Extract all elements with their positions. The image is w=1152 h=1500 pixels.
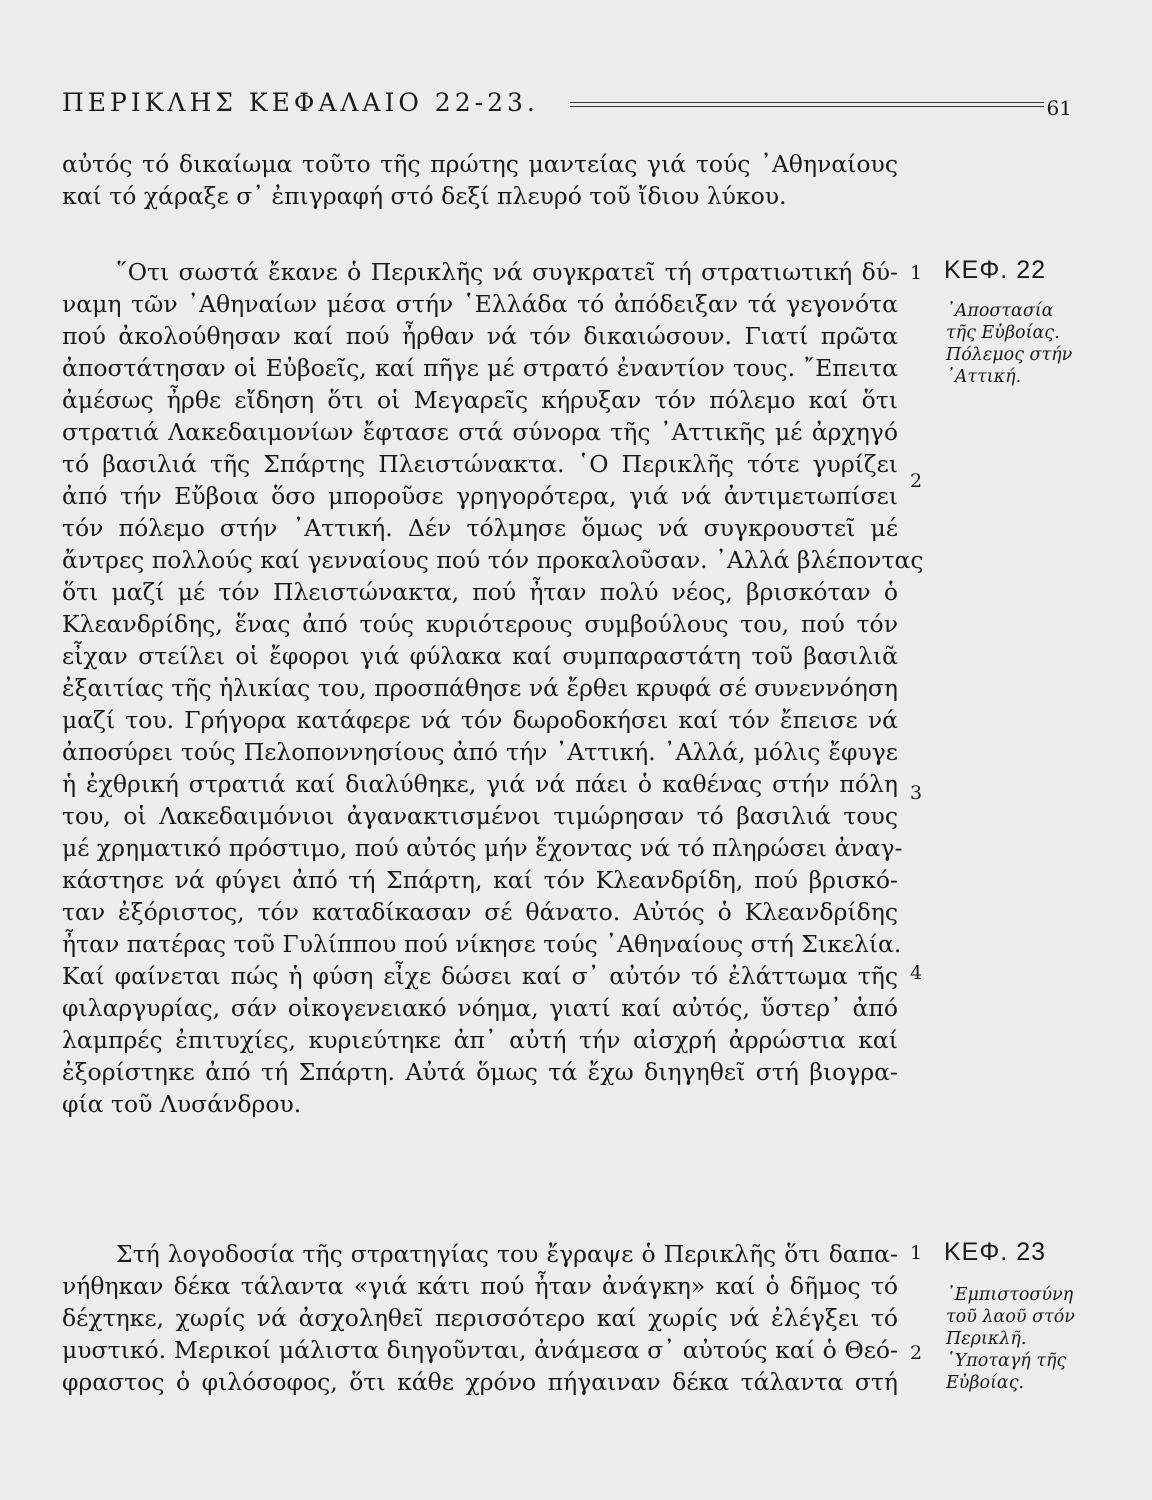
- page-number: 61: [1046, 96, 1072, 120]
- text-line: νήθηκαν δέκα τάλαντα «γιά κάτι πού ἦταν ἀνάγκη» καί ὁ δῆμος τό: [62, 1272, 898, 1300]
- text-line: αὐτός τό δικαίωμα τοῦτο τῆς πρώτης μαντείας γιά τούς ᾿Αθηναίους: [62, 150, 898, 178]
- text-line: ῞Οτι σωστά ἔκανε ὁ Περικλῆς νά συγκρατεῖ τή στρατιωτική δύ-: [116, 258, 898, 286]
- summary-line: τοῦ λαοῦ στόν: [946, 1307, 1075, 1327]
- margin-section-number: 2: [910, 470, 923, 492]
- text-line: τό βασιλιά τῆς Σπάρτης Πλειστώνακτα. ῾Ο Περικλῆς τότε γυρίζει: [62, 450, 898, 478]
- paragraph-1: [62, 148, 898, 212]
- margin-section-number: 1: [910, 262, 923, 284]
- text-line: Καί φαίνεται πώς ἡ φύση εἶχε δώσει καί σ᾿ αὐτόν τό ἐλάττωμα τῆς: [62, 962, 898, 990]
- summary-line: Πόλεμος στήν: [946, 345, 1073, 365]
- summary-line: ᾿Αποστασία: [946, 301, 1054, 321]
- margin-section-number: 1: [910, 1242, 923, 1264]
- text-line: μέ χρηματικό πρόστιμο, πού αὐτός μήν ἔχοντας νά τό πληρώσει ἀναγ-: [62, 834, 903, 862]
- text-line: ἀποσύρει τούς Πελοποννησίους ἀπό τήν ᾿Αττική. ᾿Αλλά, μόλις ἔφυγε: [62, 738, 898, 766]
- text-line: δέχτηκε, χωρίς νά ἀσχοληθεῖ περισσότερο καί χωρίς νά ἐλέγξει τό: [62, 1304, 898, 1332]
- running-title: ΠΕΡΙΚΛΗΣ ΚΕΦΑΛΑΙΟ 22-23.: [62, 88, 539, 117]
- text-line: ἐξαιτίας τῆς ἡλικίας του, προσπάθησε νά ἔρθει κρυφά σέ συνεννόηση: [62, 674, 898, 702]
- chapter-22-heading: ΚΕΦ. 22: [944, 256, 1046, 284]
- text-line: Κλεανδρίδης, ἕνας ἀπό τούς κυριότερους συμβούλους του, πού τόν: [62, 610, 898, 638]
- text-line: ἄντρες πολλούς καί γενναίους πού τόν προκαλοῦσαν. ᾿Αλλά βλέποντας: [62, 546, 924, 574]
- text-line: Στή λογοδοσία τῆς στρατηγίας του ἔγραψε ὁ Περικλῆς ὅτι δαπα-: [116, 1240, 898, 1268]
- header-double-rule: [570, 102, 1044, 107]
- text-line: μυστικό. Μερικοί μάλιστα διηγοῦνται, ἀνάμεσα σ᾿ αὐτούς καί ὁ Θεό-: [62, 1336, 898, 1364]
- margin-section-number: 4: [910, 962, 923, 984]
- summary-line: Περικλῆ.: [946, 1329, 1027, 1349]
- paragraph-3: [62, 1238, 898, 1398]
- text-line: ἐξορίστηκε ἀπό τή Σπάρτη. Αὐτά ὅμως τά ἔχω διηγηθεῖ στή βιογρα-: [62, 1058, 898, 1086]
- summary-line: ᾿Αττική.: [946, 367, 1022, 387]
- text-line: ἀμέσως ἦρθε εἴδηση ὅτι οἱ Μεγαρεῖς κήρυξαν τόν πόλεμο καί ὅτι: [62, 386, 898, 414]
- text-line: φραστος ὁ φιλόσοφος, ὅτι κάθε χρόνο πήγαιναν δέκα τάλαντα στή: [62, 1368, 898, 1396]
- text-line: φιλαργυρίας, σάν οἰκογενειακό νόημα, γιατί καί αὐτός, ὕστερ᾿ ἀπό: [62, 994, 898, 1022]
- running-header: [62, 88, 1072, 128]
- text-line: τόν πόλεμο στήν ᾿Αττική. Δέν τόλμησε ὅμως νά συγκρουστεῖ μέ: [62, 514, 898, 542]
- summary-line: ῾Υποταγή τῆς: [946, 1351, 1067, 1371]
- chapter-22-summary: [946, 300, 1106, 388]
- text-line: ναμη τῶν ᾿Αθηναίων μέσα στήν ῾Ελλάδα τό ἀπόδειξαν τά γεγονότα: [62, 290, 898, 318]
- text-line: στρατιά Λακεδαιμονίων ἔφτασε στά σύνορα τῆς ᾿Αττικῆς μέ ἀρχηγό: [62, 418, 898, 446]
- text-line: ἀποστάτησαν οἱ Εὐβοεῖς, καί πῆγε μέ στρατό ἐναντίον τους. ῎Επειτα: [62, 354, 898, 382]
- margin-section-number: 2: [910, 1342, 923, 1364]
- text-line: ταν ἐξόριστος, τόν καταδίκασαν σέ θάνατο. Αὐτός ὁ Κλεανδρίδης: [62, 898, 898, 926]
- text-line: ἡ ἐχθρική στρατιά καί διαλύθηκε, γιά νά πάει ὁ καθένας στήν πόλη: [62, 770, 898, 798]
- text-line: εἶχαν στείλει οἱ ἔφοροι γιά φύλακα καί συμπαραστάτη τοῦ βασιλιᾶ: [62, 642, 898, 670]
- text-line: ὅτι μαζί μέ τόν Πλειστώνακτα, πού ἦταν πολύ νέος, βρισκόταν ὁ: [62, 578, 898, 606]
- margin-section-number: 3: [910, 782, 923, 804]
- text-line: μαζί του. Γρήγορα κατάφερε νά τόν δωροδοκήσει καί τόν ἔπεισε νά: [62, 706, 898, 734]
- text-line: ἦταν πατέρας τοῦ Γυλίππου πού νίκησε τούς ᾿Αθηναίους στή Σικελία.: [62, 930, 902, 958]
- chapter-23-heading: ΚΕΦ. 23: [944, 1238, 1046, 1266]
- text-line: πού ἀκολούθησαν καί πού ἦρθαν νά τόν δικαιώσουν. Γιατί πρῶτα: [62, 322, 898, 350]
- paragraph-2: [62, 256, 924, 1120]
- text-line: κάστησε νά φύγει ἀπό τή Σπάρτη, καί τόν Κλεανδρίδη, πού βρισκό-: [62, 866, 898, 894]
- chapter-23-summary: [946, 1284, 1106, 1394]
- summary-line: ᾿Εμπιστοσύνη: [946, 1285, 1074, 1305]
- text-line: λαμπρές ἐπιτυχίες, κυριεύτηκε ἀπ᾿ αὐτή τήν αἰσχρή ἀρρώστια καί: [62, 1026, 898, 1054]
- summary-line: Εὐβοίας.: [946, 1373, 1025, 1393]
- text-line: φία τοῦ Λυσάνδρου.: [62, 1090, 302, 1118]
- text-line: ἀπό τήν Εὔβοια ὅσο μποροῦσε γρηγορότερα, γιά νά ἀντιμετωπίσει: [62, 482, 898, 510]
- text-line: του, οἱ Λακεδαιμόνιοι ἀγανακτισμένοι τιμώρησαν τό βασιλιά τους: [62, 802, 898, 830]
- summary-line: τῆς Εὐβοίας.: [946, 323, 1060, 343]
- text-line: καί τό χάραξε σ᾿ ἐπιγραφή στό δεξί πλευρό τοῦ ἴδιου λύκου.: [62, 182, 787, 210]
